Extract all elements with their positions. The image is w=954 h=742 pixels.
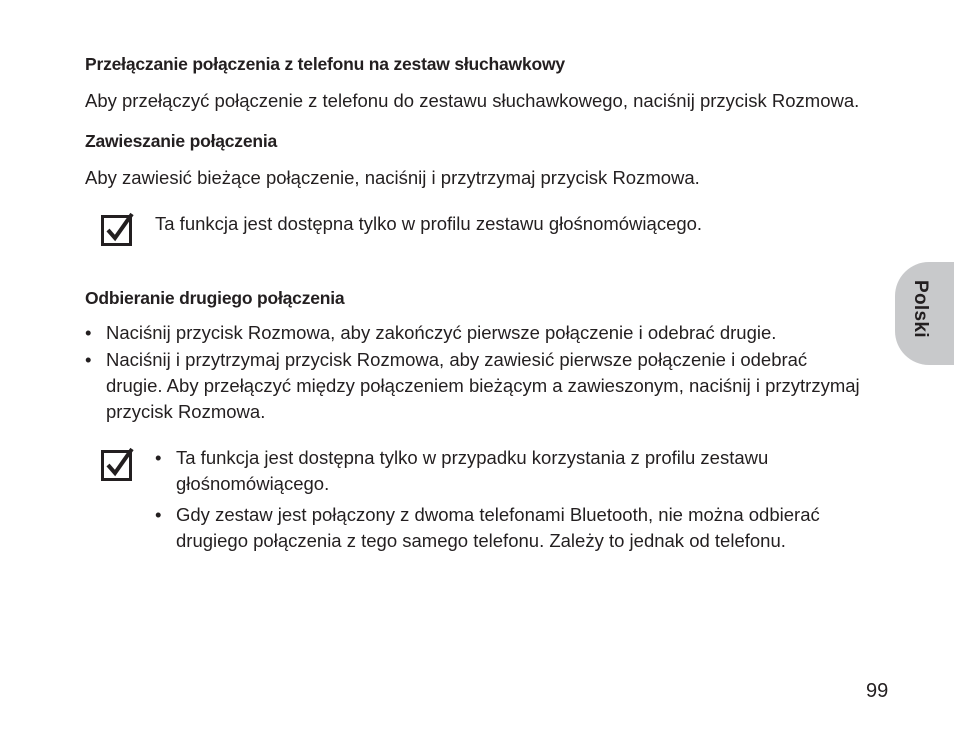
section-heading-second-call: Odbieranie drugiego połączenia [85,288,345,308]
section-text-call-hold: Aby zawiesić bieżące połączenie, naciśnij i przytrzymaj przycisk Rozmowa. [85,167,700,188]
section-heading-call-transfer: Przełączanie połączenia z telefonu na zestaw słuchawkowy [85,54,565,74]
bullet-marker: • [155,504,162,525]
language-tab-label: Polski [910,280,931,338]
section-text-call-transfer: Aby przełączyć połączenie z telefonu do zestawu słuchawkowego, naciśnij przycisk Rozmowa. [85,90,860,111]
list-item-text: Naciśnij i przytrzymaj przycisk Rozmowa, aby zawiesić pierwsze połączenie i odebrać drugie. Aby przełączyć między połączeniem bieżącym a zawieszonym, naciśnij i przytrzymaj przycisk Rozmowa. [106,349,860,422]
note-list-item [155,502,845,554]
list-item-text: Naciśnij przycisk Rozmowa, aby zakończyć pierwsze połączenie i odebrać drugie. [106,322,777,343]
page-number: 99 [866,680,889,702]
note-bullet-list [155,445,845,559]
note-box [85,210,865,246]
note-list-item-text: Gdy zestaw jest połączony z dwoma telefonami Bluetooth, nie można odbierać drugiego połączenia z tego samego telefonu. Zależy to jednak od telefonu. [176,504,820,551]
list-item [85,320,865,346]
bullet-marker: • [85,322,92,343]
checkmark-note-icon [101,212,135,246]
page-content [85,52,865,559]
bullet-marker: • [85,349,92,370]
note-box [85,445,865,559]
note-list-item-text: Ta funkcja jest dostępna tylko w przypadku korzystania z profilu zestawu głośnomówiącego. [176,447,769,494]
section-heading-call-hold: Zawieszanie połączenia [85,131,278,151]
bullet-list [85,320,865,425]
list-item [85,347,865,425]
note-list-item [155,445,845,497]
bullet-marker: • [155,447,162,468]
note-text: Ta funkcja jest dostępna tylko w profilu zestawu głośnomówiącego. [155,213,703,234]
checkmark-note-icon [101,447,135,481]
